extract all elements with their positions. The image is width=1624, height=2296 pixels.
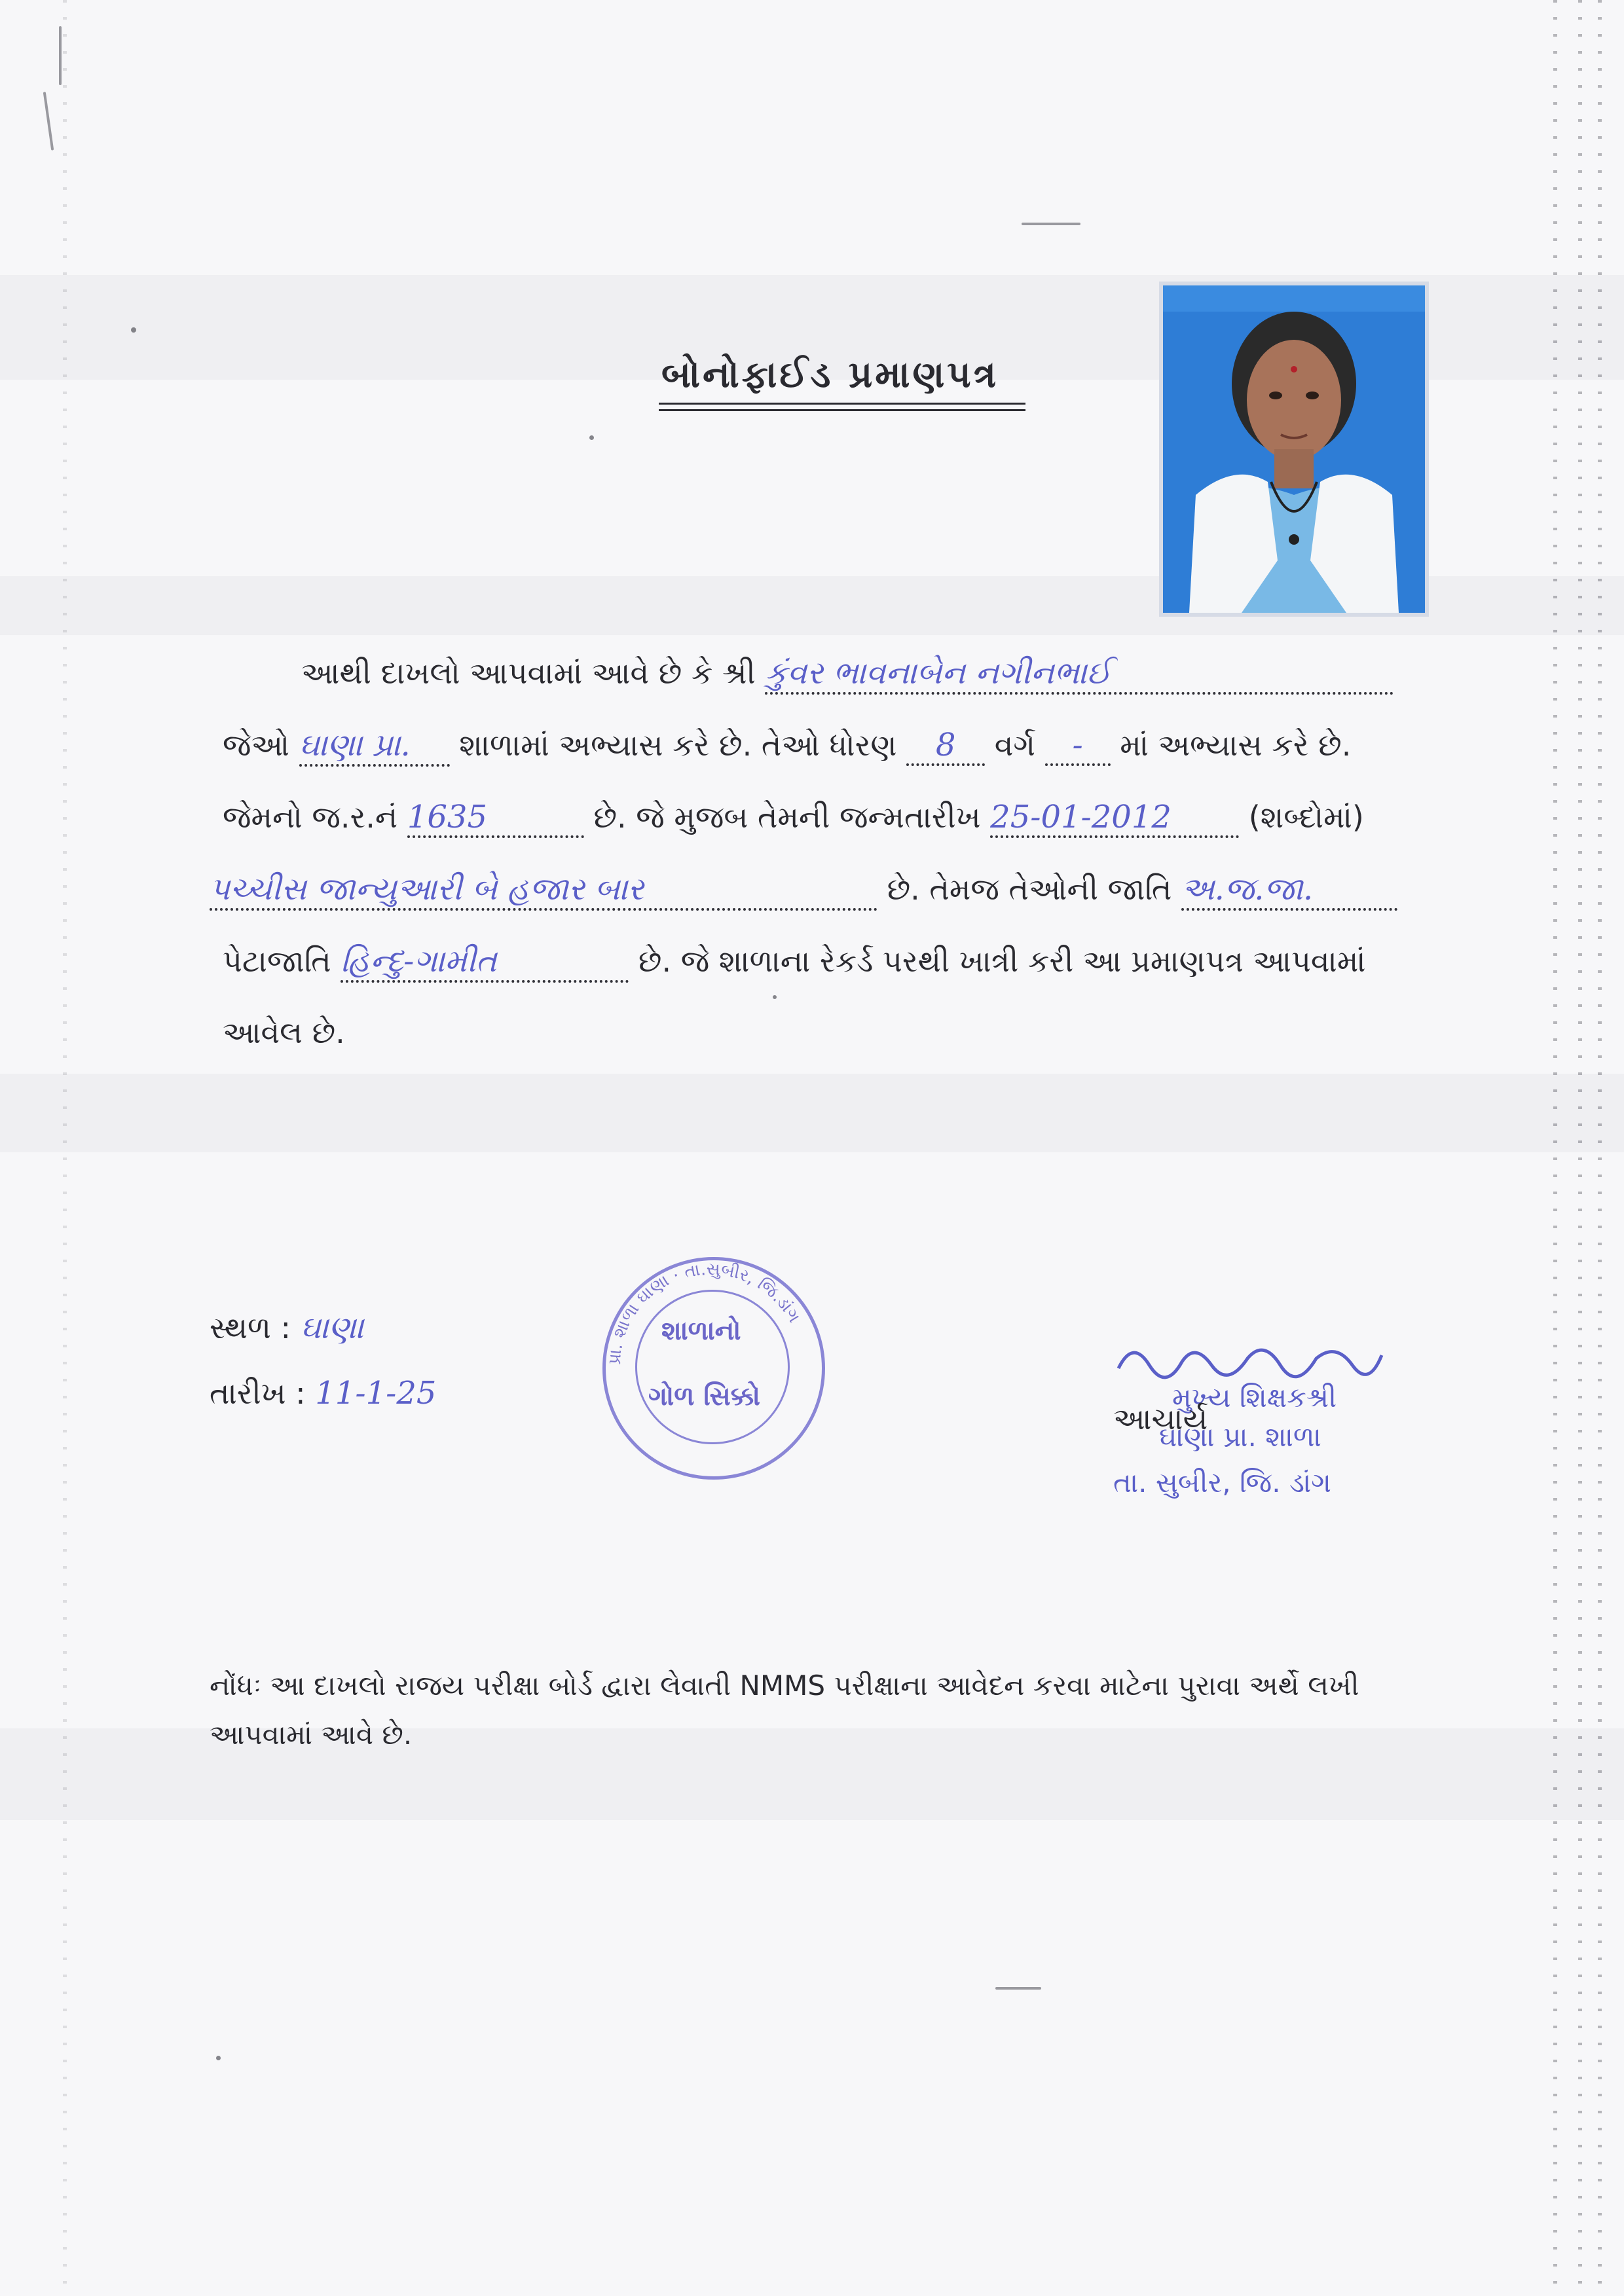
scan-mark [43, 92, 54, 151]
standard-value: 8 [906, 727, 985, 766]
seal-center-top: શાળાનો [661, 1316, 741, 1346]
line5-prefix: પેટાજાતિ [223, 943, 331, 979]
school-seal [602, 1257, 825, 1480]
scan-speck [131, 327, 136, 333]
school-name: ઘાણા પ્રા. [299, 727, 450, 767]
student-name: કુંવર ભાવનાબેન નગીનભાઈ [765, 655, 1393, 695]
scan-dot-column [1578, 0, 1582, 2296]
intro-text: આથી દાખલો આપવામાં આવે છે કે શ્રી [301, 655, 756, 691]
scan-streak [0, 1074, 1624, 1152]
place-label: સ્થળ : [210, 1310, 291, 1345]
principal-stamp-line1: મુખ્ય શિક્ષકશ્રી [1172, 1381, 1337, 1413]
place-row [210, 1309, 363, 1347]
student-portrait-image [1163, 285, 1425, 613]
student-photo [1159, 282, 1429, 617]
body-line-4 [210, 871, 1397, 911]
seal-inner-ring [635, 1290, 790, 1444]
body-line-6 [223, 1015, 345, 1051]
scan-dot-column [1598, 0, 1602, 2296]
scan-mark [59, 26, 62, 85]
line2-mid: શાળામાં અભ્યાસ કરે છે. તેઓ ધોરણ [459, 727, 897, 763]
body-line-1 [301, 655, 1393, 695]
line5-suffix: છે. જે શાળાના રેકર્ડ પરથી ખાત્રી કરી આ પ્રમાણપત્ર આપવામાં [638, 943, 1366, 979]
scan-mark [1022, 223, 1080, 225]
class-label: વર્ગ [994, 727, 1035, 763]
line3-suffix: (શબ્દોમાં) [1248, 799, 1364, 835]
principal-label: આચાર્ય [1113, 1401, 1208, 1436]
note-line-1: નોંધઃ આ દાખલો રાજય પરીક્ષા બોર્ડ દ્વારા લેવાતી NMMS પરીક્ષાના આવેદન કરવા માટેના પુરાવા અર્થે લખી [210, 1669, 1359, 1702]
birth-date: 25-01-2012 [990, 799, 1239, 838]
date-value: 11-1-25 [315, 1375, 437, 1412]
body-line-5 [223, 943, 1366, 983]
svg-text:પ્રા. શાળા ઘાણા · તા.સુબીર, જિ: પ્રા. શાળા ઘાણા · તા.સુબીર, જિ.ડાંગ [604, 1259, 804, 1366]
date-row [210, 1375, 436, 1412]
sub-caste-value: હિન્દુ-ગામીત [341, 943, 629, 983]
scan-dot-column [1553, 0, 1557, 2296]
line2-prefix: જેઓ [223, 727, 290, 763]
principal-signature [1113, 1329, 1388, 1388]
division-value: - [1045, 727, 1111, 766]
principal-stamp-line3: તા. સુબીર, જિ. ડાંગ [1113, 1467, 1331, 1499]
title-underline [659, 403, 1025, 405]
place-value: ઘાણા [300, 1309, 364, 1346]
line3-mid: છે. જે મુજબ તેમની જન્મતારીખ [593, 799, 981, 835]
line3-prefix: જેમનો જ.ર.નં [223, 799, 398, 835]
gr-number: 1635 [407, 799, 584, 838]
certificate-title: બોનોફાઈડ પ્રમાણપત્ર [661, 354, 999, 396]
line4-mid: છે. તેમજ તેઓની જાતિ [887, 871, 1172, 907]
title-underline [659, 409, 1025, 411]
scan-speck [773, 995, 777, 999]
caste-value: અ.જ.જા. [1181, 871, 1397, 911]
line2-suffix: માં અભ્યાસ કરે છે. [1120, 727, 1352, 763]
seal-center-bottom: ગોળ સિક્કો [648, 1381, 761, 1412]
date-label: તારીખ : [210, 1376, 306, 1411]
body-line-2 [223, 727, 1351, 767]
scan-dot-column [63, 0, 67, 2296]
scan-speck [216, 2056, 221, 2060]
scan-speck [589, 435, 594, 440]
body-line-3 [223, 799, 1364, 838]
scan-mark [995, 1987, 1041, 1990]
note-line-2: આપવામાં આવે છે. [210, 1719, 413, 1751]
birth-date-words: પચ્ચીસ જાન્યુઆરી બે હજાર બાર [210, 871, 877, 911]
principal-stamp-line2: ઘાણા પ્રા. શાળા [1159, 1421, 1321, 1453]
line6-text: આવેલ છે. [223, 1015, 345, 1050]
